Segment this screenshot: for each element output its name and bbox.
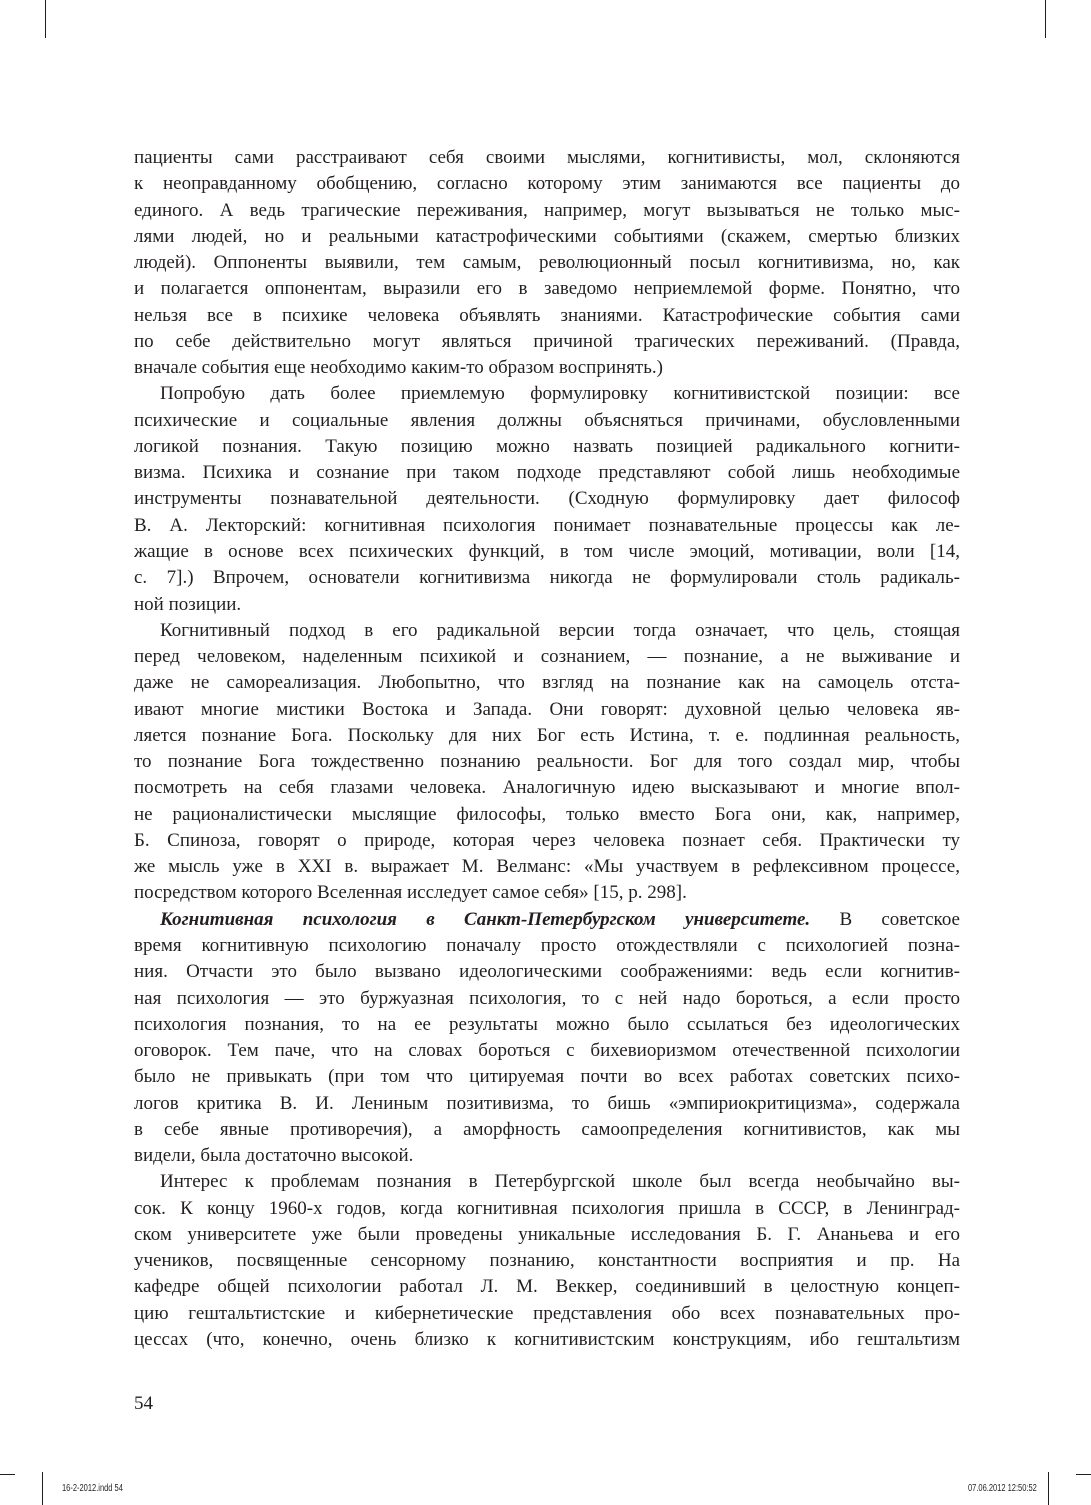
line-text: Попробую дать более приемлемую формулировку когнитивистской позиции: все: [160, 383, 960, 405]
line-text: то познание Бога тождественно познанию реальности. Бог для того создал мир, чтобы: [134, 751, 960, 773]
text-line: [160, 1169, 960, 1195]
crop-mark: [45, 0, 46, 38]
text-line: [134, 1143, 960, 1169]
line-text: логов критика В. И. Лениным позитивизма, то бишь «эмпириокритицизма», содержала: [134, 1092, 960, 1114]
line-text: Интерес к проблемам познания в Петербургской школе был всегда необычайно вы-: [160, 1171, 960, 1193]
text-line: [134, 775, 960, 801]
line-text: время когнитивную психологию поначалу просто отождествляли с психологией позна-: [134, 934, 960, 956]
line-text: даже не самореализация. Любопытно, что взгляд на познание как на самоцель отста-: [134, 672, 960, 694]
text-line: [134, 1222, 960, 1248]
text-line: [134, 198, 960, 224]
line-text: В. А. Лекторский: когнитивная психология понимает познавательные процессы как ле-: [134, 514, 960, 536]
text-line: [134, 1301, 960, 1327]
line-text: в себе явные противоречия), а аморфность самоопределения когнитивистов, как мы: [134, 1118, 960, 1140]
text-line: [134, 1012, 960, 1038]
text-line: [134, 355, 960, 381]
line-text: было не привыкать (при том что цитируемая почти во всех работах советских психо-: [134, 1066, 960, 1088]
line-text: видели, была достаточно высокой.: [134, 1145, 414, 1167]
text-line: [134, 828, 960, 854]
text-line: [134, 250, 960, 276]
line-text: сок. К концу 1960-х годов, когда когнитивная психология пришла в СССР, в Ленинград-: [134, 1197, 960, 1219]
line-text: ной позиции.: [134, 593, 242, 615]
text-line: [134, 1327, 960, 1353]
line-text: по себе действительно могут являться причиной трагических переживаний. (Правда,: [134, 330, 960, 352]
crop-mark: [1048, 1472, 1049, 1505]
text-line: [134, 723, 960, 749]
text-line: [134, 1064, 960, 1090]
line-text: оговорок. Тем паче, что на словах бороться с бихевиоризмом отечественной психологии: [134, 1040, 960, 1062]
text-line: [134, 697, 960, 723]
paragraph: [134, 381, 960, 617]
text-line: [134, 670, 960, 696]
line-text: и полагается оппонентам, выразили его в заведомо неприемлемой форме. Понятно, что: [134, 278, 960, 300]
text-line: [134, 434, 960, 460]
line-text: же мысль уже в XXI в. выражает М. Велманс: «Мы участвуем в рефлексивном процессе,: [134, 856, 960, 878]
crop-mark: [1045, 0, 1046, 38]
text-line: [134, 592, 960, 618]
line-text: не рационалистически мыслящие философы, только вместо Бога они, как, например,: [134, 803, 960, 825]
text-line: [160, 618, 960, 644]
line-text: Когнитивный подход в его радикальной версии тогда означает, что цель, стоящая: [160, 619, 960, 641]
text-line: [134, 303, 960, 329]
line-text: посредством которого Вселенная исследует самое себя» [15, p. 298].: [134, 882, 687, 904]
line-text: ная психология — это буржуазная психология, то с ней надо бороться, а если просто: [134, 987, 960, 1009]
line-text: логикой познания. Такую позицию можно назвать позицией радикального когнити-: [134, 435, 960, 457]
text-line: [134, 513, 960, 539]
line-text: психология познания, то на ее результаты можно было ссылаться без идеологических: [134, 1013, 960, 1035]
line-text: В советское: [810, 908, 960, 930]
text-line: [134, 565, 960, 591]
line-text: пациенты сами расстраивают себя своими мыслями, когнитивисты, мол, склоняются: [134, 147, 960, 168]
line-text: ляется познание Бога. Поскольку для них Бог есть Истина, т. е. подлинная реальность,: [134, 724, 960, 746]
body-text: [134, 145, 960, 1353]
line-text: жащие в основе всех психических функций, в том числе эмоций, мотивации, воли [14,: [134, 540, 960, 562]
line-text: ском университете уже были проведены уникальные исследования Б. Г. Ананьева и его: [134, 1223, 960, 1245]
footer-filename: 16-2-2012.indd 54: [62, 1483, 123, 1494]
line-text: цессах (что, конечно, очень близко к когнитивистским конструкциям, ибо гештальтизм: [134, 1328, 960, 1350]
crop-mark: [0, 1474, 15, 1475]
line-text: перед человеком, наделенным психикой и сознанием, — познание, а не выживание и: [134, 646, 960, 668]
text-line: [134, 1091, 960, 1117]
line-text: нельзя все в психике человека объявлять знаниями. Катастрофические события сами: [134, 304, 960, 326]
text-line: [134, 408, 960, 434]
line-text: лями людей, но и реальными катастрофическими событиями (скажем, смертью близких: [134, 225, 960, 247]
crop-mark: [1076, 1474, 1091, 1475]
line-text: учеников, посвященные сенсорному познанию, константности восприятия и пр. На: [134, 1250, 960, 1272]
text-line: [134, 276, 960, 302]
line-text: психические и социальные явления должны объясняться причинами, обусловленными: [134, 409, 960, 431]
line-text: единого. А ведь трагические переживания, например, могут вызываться не только мыс-: [134, 199, 960, 221]
line-text: визма. Психика и сознание при таком подходе представляют собой лишь необходимые: [134, 462, 960, 484]
text-line: [134, 224, 960, 250]
text-line: [134, 802, 960, 828]
paragraph: [134, 618, 960, 907]
line-text: кафедре общей психологии работал Л. М. Веккер, соединивший в целостную концеп-: [134, 1276, 960, 1298]
text-line: [134, 986, 960, 1012]
line-text: ивают многие мистики Востока и Запада. Они говорят: духовной целью человека яв-: [134, 698, 960, 720]
footer-timestamp: 07.06.2012 12:50:52: [968, 1483, 1037, 1494]
section-heading: Когнитивная психология в Санкт-Петербургском университете.: [160, 908, 811, 930]
text-line: [134, 145, 960, 171]
line-text: Б. Спиноза, говорят о природе, которая через человека познает себя. Практически ту: [134, 829, 960, 851]
text-line: [134, 1274, 960, 1300]
text-line: [134, 460, 960, 486]
text-line: [134, 959, 960, 985]
text-line: [134, 539, 960, 565]
line-text: с. 7].) Впрочем, основатели когнитивизма никогда не формулировали столь радикаль-: [134, 567, 960, 589]
crop-mark: [42, 1472, 43, 1505]
text-line: [134, 933, 960, 959]
paragraph: [134, 907, 960, 1170]
line-text: посмотреть на себя глазами человека. Аналогичную идею высказывают и многие впол-: [134, 777, 960, 799]
text-line: [134, 1196, 960, 1222]
line-text: инструменты познавательной деятельности. (Сходную формулировку дает философ: [134, 488, 960, 510]
line-text: ния. Отчасти это было вызвано идеологическими соображениями: ведь если когнитив-: [134, 961, 960, 983]
paragraph: [134, 145, 960, 381]
text-line: [134, 1038, 960, 1064]
text-line: [134, 171, 960, 197]
text-line: [134, 1117, 960, 1143]
line-text: к неоправданному обобщению, согласно которому этим занимаются все пациенты до: [134, 173, 960, 195]
text-line: [134, 329, 960, 355]
line-text: людей). Оппоненты выявили, тем самым, революционный посыл когнитивизма, но, как: [134, 252, 960, 274]
text-line: [160, 907, 960, 933]
text-line: [134, 486, 960, 512]
text-line: [134, 1248, 960, 1274]
text-line: [134, 749, 960, 775]
text-line: [134, 644, 960, 670]
page-number: 54: [134, 1393, 153, 1414]
paragraph: [134, 1169, 960, 1353]
line-text: цию гештальтистские и кибернетические представления обо всех познавательных про-: [134, 1302, 960, 1324]
line-text: вначале события еще необходимо каким-то образом воспринять.): [134, 357, 663, 379]
text-line: [134, 880, 960, 906]
text-line: [134, 854, 960, 880]
text-line: [160, 381, 960, 407]
